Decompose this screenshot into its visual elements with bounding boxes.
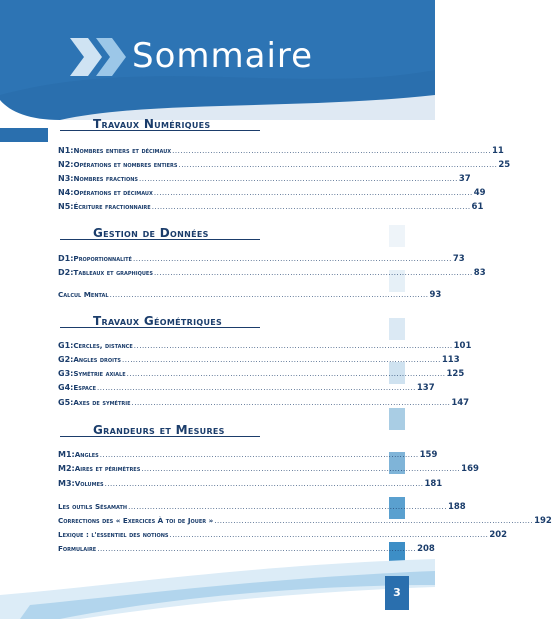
toc-label: Corrections des « Exercices À toi de Jouer » [58,516,214,525]
section-heading-text: Travaux Géométriques [93,314,223,328]
toc-row-annex[interactable]: Les outils Sésamath ..................................................................................................................... 188 [58,502,466,512]
toc-label: Tableaux et graphiques [73,268,153,277]
page-number: 3 [385,576,409,610]
toc-page: 61 [471,202,484,212]
toc-row-annex[interactable]: Formulaire ..................................................................................................................... 208 [58,544,435,554]
toc-label: Nombres fractions [73,174,139,183]
toc-code: G1 [58,341,71,350]
toc-label: Lexique : l'essentiel des notions [58,530,169,539]
toc-page: 49 [473,188,486,198]
toc-label: Angles droits [73,355,122,364]
toc-page: 192 [534,516,552,526]
toc-label: Opérations et décimaux [73,188,153,197]
toc-page: 73 [452,254,465,264]
toc-row-annex[interactable]: Corrections des « Exercices À toi de Jouer » ..................................................................................................................... 192 [58,516,552,526]
toc-code: G2 [58,355,71,364]
decor-square [389,225,405,247]
toc-code: N1 [58,146,71,155]
toc-label: Espace [73,383,97,392]
toc-page: 11 [492,146,504,156]
toc-label: Proportionnalité [73,254,132,263]
toc-row[interactable]: D1 : Proportionnalité ..................................................................................................................... 73 [58,254,465,264]
toc-row-annex[interactable]: Lexique : l'essentiel des notions ..................................................................................................................... 202 [58,530,508,540]
toc-row[interactable]: M3 : Volumes ..................................................................................................................... 181 [58,479,443,489]
toc-page: 181 [424,479,443,489]
toc-code: M3 [58,479,72,488]
toc-code: N3 [58,174,71,183]
toc-label: Volumes [74,479,104,488]
toc-label: Nombres entiers et décimaux [73,146,172,155]
toc-row[interactable]: N4 : Opérations et décimaux ..................................................................................................................... 49 [58,188,486,198]
toc-row[interactable]: G5 : Axes de symétrie ..................................................................................................................... 147 [58,398,470,408]
toc-row[interactable]: N1 : Nombres entiers et décimaux ..................................................................................................................... 11 [58,146,504,156]
toc-code: N2 [58,160,71,169]
toc-page: 101 [453,341,472,351]
toc-row[interactable]: D2 : Tableaux et graphiques ..................................................................................................................... 83 [58,268,486,278]
toc-page: 125 [446,369,465,379]
toc-code: N4 [58,188,71,197]
toc-row[interactable]: G3 : Symétrie axiale ..................................................................................................................... 125 [58,369,465,379]
toc-label: Axes de symétrie [73,398,131,407]
left-tab [0,128,48,142]
toc-row[interactable]: G1 : Cercles, distance ..................................................................................................................... 101 [58,341,472,351]
page-title: Sommaire [132,36,314,76]
toc-label: Calcul Mental [58,290,109,299]
decor-square [389,408,405,430]
toc-label: Angles [74,450,99,459]
toc-page: 202 [489,530,508,540]
toc-label: Aires et périmètres [74,464,141,473]
section-heading-text: Grandeurs et Mesures [93,423,225,437]
footer-wave [0,555,435,619]
toc-label: Écriture fractionnaire [73,202,151,211]
toc-row[interactable]: G4 : Espace ..................................................................................................................... 137 [58,383,435,393]
toc-row-calcul-mental[interactable]: Calcul Mental ..................................................................................................................... 93 [58,290,442,300]
header-banner [0,0,435,120]
toc-code: M2 [58,464,72,473]
toc-label: Formulaire [58,544,97,553]
toc-row[interactable]: N3 : Nombres fractions ..................................................................................................................... 37 [58,174,471,184]
toc-label: Les outils Sésamath [58,502,128,511]
toc-page: 159 [419,450,438,460]
toc-label: Symétrie axiale [73,369,126,378]
toc-page: 169 [461,464,479,474]
toc-page: 113 [441,355,460,365]
toc-page: 137 [416,383,435,393]
toc-page: 25 [498,160,511,170]
toc-code: D2 [58,268,71,277]
toc-row[interactable]: M1 : Angles ..................................................................................................................... 159 [58,450,438,460]
toc-page: 37 [458,174,471,184]
toc-code: D1 [58,254,71,263]
toc-row[interactable]: N5 : Écriture fractionnaire ..................................................................................................................... 61 [58,202,484,212]
section-heading-text: Gestion de Données [93,226,209,240]
toc-code: M1 [58,450,72,459]
toc-page: 208 [417,544,435,554]
toc-label: Opérations et nombres entiers [73,160,178,169]
toc-label: Cercles, distance [73,341,133,350]
toc-page: 93 [429,290,442,300]
toc-row[interactable]: G2 : Angles droits ..................................................................................................................... 113 [58,355,460,365]
toc-row[interactable]: N2 : Opérations et nombres entiers ..................................................................................................................... 25 [58,160,511,170]
section-heading-text: Travaux Numériques [93,117,211,131]
toc-code: G4 [58,383,71,392]
decor-square [389,318,405,340]
toc-row[interactable]: M2 : Aires et périmètres ..................................................................................................................... 169 [58,464,479,474]
toc-page: 188 [447,502,466,512]
toc-code: N5 [58,202,71,211]
toc-code: G5 [58,398,71,407]
toc-page: 83 [473,268,486,278]
toc-page: 147 [451,398,470,408]
toc-code: G3 [58,369,71,378]
